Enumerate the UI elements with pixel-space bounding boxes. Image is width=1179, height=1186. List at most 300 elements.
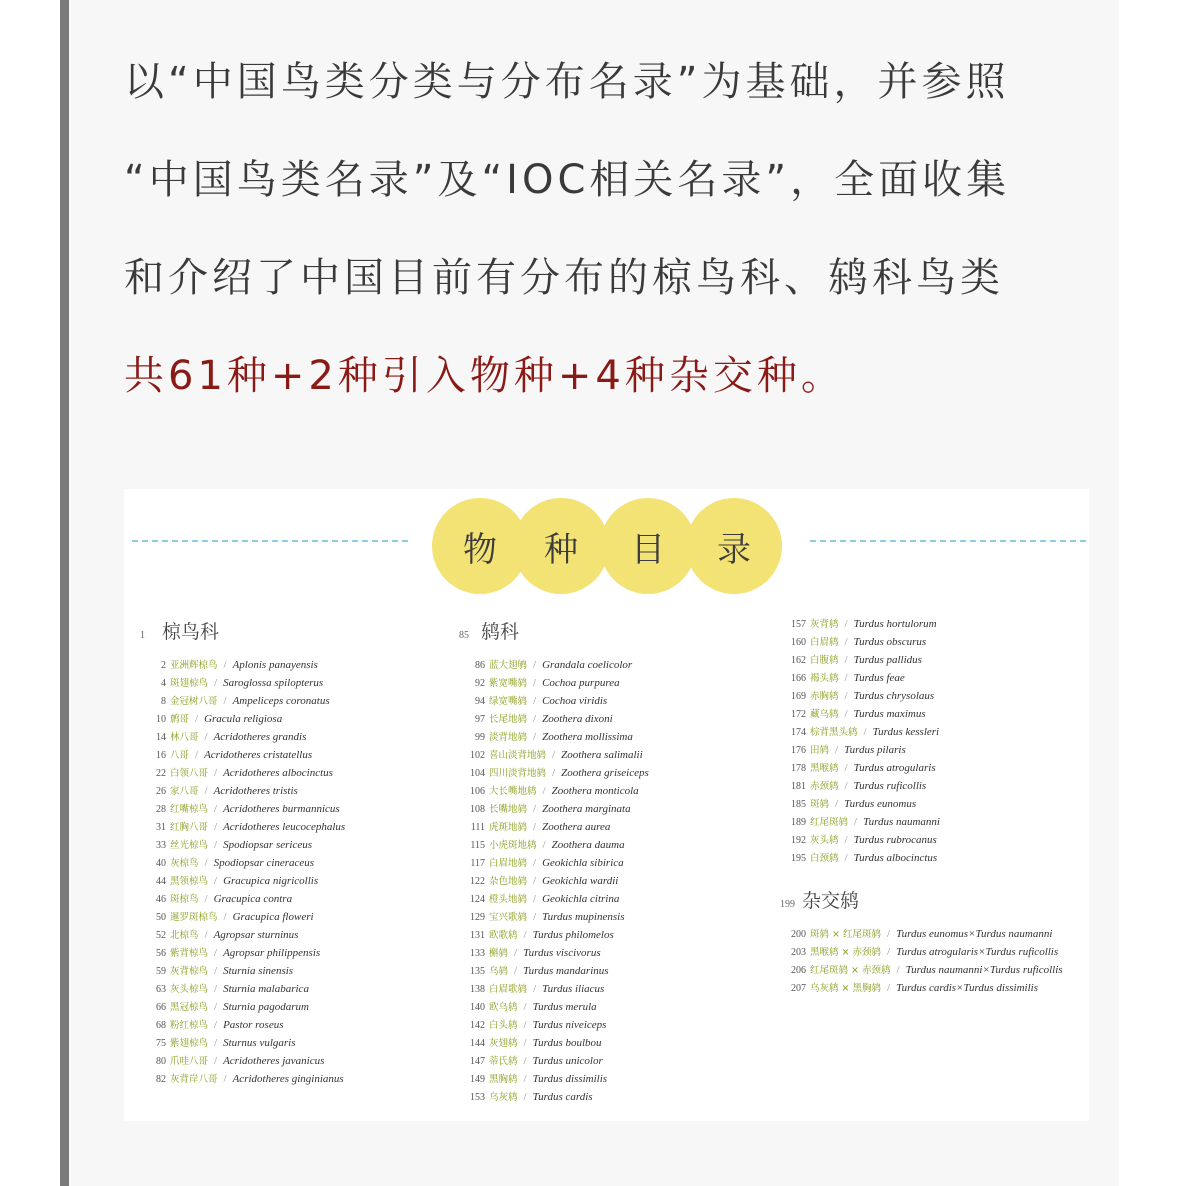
chinese-name: 亚洲辉椋鸟: [170, 660, 218, 671]
separator: /: [835, 744, 839, 756]
page-number: 200: [791, 929, 806, 940]
page-number: 46: [156, 894, 166, 905]
separator: /: [204, 857, 208, 869]
separator: /: [204, 929, 208, 941]
page-number: 174: [791, 727, 806, 738]
title-circle: [513, 498, 609, 594]
index-entry: [780, 944, 1063, 962]
scientific-name: Zoothera dixoni: [542, 713, 613, 725]
family-name: 鸫科: [481, 621, 520, 643]
page-number: 166: [791, 673, 806, 684]
separator: /: [214, 947, 218, 959]
index-entry: [780, 670, 1063, 688]
chinese-name: 白眉鸫: [810, 637, 839, 648]
scientific-name: Acridotheres albocinctus: [223, 767, 333, 779]
page-number: 40: [156, 858, 166, 869]
page-number: 147: [470, 1056, 485, 1067]
scientific-name: Turdus obscurus: [853, 636, 927, 648]
index-entry: [140, 1035, 345, 1053]
separator: /: [214, 965, 218, 977]
intro-line-3: 和介绍了中国目前有分布的椋鸟科、鸫科鸟类: [124, 255, 1004, 301]
chinese-name: 灰背椋鸟: [170, 966, 209, 977]
separator: /: [523, 1037, 527, 1049]
chinese-name: 黑喉鸫: [810, 763, 839, 774]
chinese-name: 紫背椋鸟: [170, 948, 209, 959]
page-number: 133: [470, 948, 485, 959]
page-number: 195: [791, 853, 806, 864]
scientific-name: Turdus atrogularis×Turdus ruficollis: [896, 946, 1059, 958]
chinese-name: 灰椋鸟: [170, 858, 199, 869]
page-number: 56: [156, 948, 166, 959]
chinese-name: 白领八哥: [170, 768, 209, 779]
scientific-name: Turdus hortulorum: [853, 618, 937, 630]
index-entry: [459, 1089, 649, 1107]
separator: /: [523, 1091, 527, 1103]
index-entry: [140, 1053, 345, 1071]
scientific-name: Turdus iliacus: [542, 983, 605, 995]
scientific-name: Cochoa purpurea: [542, 677, 620, 689]
page-number: 28: [156, 804, 166, 815]
separator: /: [223, 695, 227, 707]
page-number: 22: [156, 768, 166, 779]
page-number: 144: [470, 1038, 485, 1049]
index-entry: [459, 927, 649, 945]
chinese-name: 灰头椋鸟: [170, 984, 209, 995]
separator: /: [223, 1073, 227, 1085]
chinese-name: 欧乌鸫: [489, 1002, 518, 1013]
scientific-name: Zoothera griseiceps: [561, 767, 649, 779]
page-number: 206: [791, 965, 806, 976]
page-number: 207: [791, 983, 806, 994]
separator: /: [214, 767, 218, 779]
chinese-name: 斑鸫 × 红尾斑鸫: [810, 929, 881, 940]
separator: /: [844, 654, 848, 666]
chinese-name: 北椋鸟: [170, 930, 199, 941]
page-number: 135: [470, 966, 485, 977]
index-entry: [780, 778, 1063, 796]
chinese-name: 红尾斑鸫 × 赤颈鸫: [810, 965, 891, 976]
index-entry: [780, 688, 1063, 706]
page-number: 160: [791, 637, 806, 648]
page-number: 169: [791, 691, 806, 702]
index-entry: [459, 873, 649, 891]
chinese-name: 黑喉鸫 × 赤颈鸫: [810, 947, 881, 958]
index-entry: [780, 652, 1063, 670]
scientific-name: Turdus philomelos: [532, 929, 614, 941]
index-column-1: [140, 617, 345, 1089]
index-entry: [780, 760, 1063, 778]
chinese-name: 爪哇八哥: [170, 1056, 209, 1067]
intro-line-2: “中国鸟类名录”及“IOC相关名录”，全面收集: [124, 157, 1011, 203]
chinese-name: 杂色地鸫: [489, 876, 528, 887]
scientific-name: Sturnia pagodarum: [223, 1001, 309, 1013]
chinese-name: 绿宽嘴鸫: [489, 696, 528, 707]
index-entry: [780, 962, 1063, 980]
title-circle: [686, 498, 782, 594]
chinese-name: 八哥: [170, 750, 190, 761]
scientific-name: Turdus mandarinus: [523, 965, 609, 977]
chinese-name: 丝光椋鸟: [170, 840, 209, 851]
species-index-image: [124, 489, 1089, 1121]
index-entry: [459, 657, 649, 675]
index-entry: [780, 634, 1063, 652]
chinese-name: 棕背黑头鸫: [810, 727, 858, 738]
separator: /: [844, 780, 848, 792]
scientific-name: Acridotheres tristis: [213, 785, 298, 797]
index-entry: [459, 675, 649, 693]
index-entry: [780, 850, 1063, 868]
index-entry: [140, 729, 345, 747]
index-entry: [459, 765, 649, 783]
page-number: 140: [470, 1002, 485, 1013]
scientific-name: Zoothera salimalii: [561, 749, 643, 761]
page-number: 16: [156, 750, 166, 761]
scientific-name: Acridotheres leucocephalus: [223, 821, 346, 833]
page-number: 122: [470, 876, 485, 887]
chinese-name: 四川淡背地鸫: [489, 768, 547, 779]
scientific-name: Acridotheres grandis: [213, 731, 307, 743]
chinese-name: 蓝大翅鸲: [489, 660, 528, 671]
scientific-name: Turdus niveiceps: [532, 1019, 607, 1031]
scientific-name: Turdus feae: [853, 672, 905, 684]
index-column-3: [780, 616, 1063, 998]
intro-line-1: 以“中国鸟类分类与分布名录”为基础，并参照: [124, 59, 1010, 105]
page-number: 108: [470, 804, 485, 815]
separator: /: [844, 672, 848, 684]
dashed-divider-right: [810, 540, 1086, 542]
spacer: [780, 868, 1063, 886]
index-entry: [459, 783, 649, 801]
scientific-name: Turdus mupinensis: [542, 911, 625, 923]
index-entry: [459, 747, 649, 765]
scientific-name: Turdus pilaris: [844, 744, 906, 756]
scientific-name: Turdus naumanni×Turdus ruficollis: [905, 964, 1063, 976]
chinese-name: 赤颈鸫: [810, 781, 839, 792]
chinese-name: 长嘴地鸫: [489, 804, 528, 815]
index-column-2: [459, 617, 649, 1107]
page-number: 14: [156, 732, 166, 743]
index-entry: [459, 1071, 649, 1089]
chinese-name: 黑领椋鸟: [170, 876, 209, 887]
family-name: 杂交鸫: [802, 890, 860, 912]
separator: /: [223, 659, 227, 671]
separator: /: [195, 749, 199, 761]
scientific-name: Turdus pallidus: [853, 654, 922, 666]
separator: /: [533, 803, 537, 815]
index-entry: [780, 616, 1063, 634]
separator: /: [523, 929, 527, 941]
index-entry: [140, 855, 345, 873]
chinese-name: 红胸八哥: [170, 822, 209, 833]
chinese-name: 长尾地鸫: [489, 714, 528, 725]
page-number: 63: [156, 984, 166, 995]
page-number: 4: [161, 678, 166, 689]
family-page-number: 85: [459, 630, 469, 641]
page-number: 94: [475, 696, 485, 707]
scientific-name: Cochoa viridis: [542, 695, 608, 707]
separator: /: [533, 875, 537, 887]
separator: /: [533, 677, 537, 689]
scientific-name: Turdus merula: [532, 1001, 597, 1013]
title-char: 目: [631, 529, 665, 570]
index-entry: [140, 909, 345, 927]
page-number: 172: [791, 709, 806, 720]
scientific-name: Turdus eunomus: [844, 798, 917, 810]
index-entry: [459, 891, 649, 909]
chinese-name: 家八哥: [170, 786, 199, 797]
index-entry: [459, 711, 649, 729]
dashed-divider-left: [132, 540, 408, 542]
separator: /: [844, 618, 848, 630]
chinese-name: 乌灰鸫 × 黑胸鸫: [810, 983, 881, 994]
separator: /: [844, 834, 848, 846]
chinese-name: 黑冠椋鸟: [170, 1002, 209, 1013]
chinese-name: 灰头鸫: [810, 835, 839, 846]
separator: /: [887, 928, 891, 940]
scientific-name: Turdus eunomus×Turdus naumanni: [896, 928, 1053, 940]
scientific-name: Turdus dissimilis: [532, 1073, 608, 1085]
separator: /: [214, 1019, 218, 1031]
separator: /: [214, 821, 218, 833]
separator: /: [214, 839, 218, 851]
page-number: 52: [156, 930, 166, 941]
page-number: 153: [470, 1092, 485, 1103]
separator: /: [542, 839, 546, 851]
separator: /: [552, 767, 556, 779]
index-entry: [459, 1035, 649, 1053]
index-entry: [780, 832, 1063, 850]
intro-text: [124, 58, 1094, 450]
separator: /: [204, 785, 208, 797]
index-entry: [780, 980, 1063, 998]
page-number: 50: [156, 912, 166, 923]
separator: /: [514, 965, 518, 977]
separator: /: [533, 695, 537, 707]
scientific-name: Agropsar philippensis: [223, 947, 321, 959]
scientific-name: Spodiopsar cineraceus: [213, 857, 315, 869]
family-heading: [140, 617, 345, 647]
scientific-name: Acridotheres cristatellus: [204, 749, 313, 761]
scientific-name: Turdus cardis×Turdus dissimilis: [896, 982, 1038, 994]
index-entry: [780, 706, 1063, 724]
index-entry: [140, 945, 345, 963]
chinese-name: 藏乌鸫: [810, 709, 839, 720]
separator: /: [863, 726, 867, 738]
intro-highlight: 共61种+2种引入物种+4种杂交种。: [124, 353, 845, 399]
index-entry: [140, 783, 345, 801]
title-circle: [600, 498, 696, 594]
separator: /: [887, 982, 891, 994]
separator: /: [835, 798, 839, 810]
page-number: 26: [156, 786, 166, 797]
scientific-name: Sturnia sinensis: [223, 965, 294, 977]
page-number: 8: [161, 696, 166, 707]
index-entry: [459, 999, 649, 1017]
chinese-name: 淡背地鸫: [489, 732, 528, 743]
scientific-name: Sturnia malabarica: [223, 983, 309, 995]
title-char: 录: [717, 529, 751, 570]
chinese-name: 斑翅椋鸟: [170, 678, 209, 689]
scientific-name: Gracupica nigricollis: [223, 875, 319, 887]
index-entry: [140, 747, 345, 765]
page-number: 92: [475, 678, 485, 689]
scientific-name: Acridotheres javanicus: [223, 1055, 325, 1067]
separator: /: [542, 785, 546, 797]
page-number: 68: [156, 1020, 166, 1031]
page-number: 157: [791, 619, 806, 630]
index-entry: [459, 963, 649, 981]
separator: /: [214, 1055, 218, 1067]
chinese-name: 蒂氏鸫: [489, 1056, 518, 1067]
page-number: 129: [470, 912, 485, 923]
index-entry: [459, 729, 649, 747]
separator: /: [533, 911, 537, 923]
separator: /: [533, 857, 537, 869]
family-name: 椋鸟科: [162, 621, 220, 643]
separator: /: [214, 803, 218, 815]
chinese-name: 乌鸫: [489, 966, 509, 977]
index-entry: [140, 963, 345, 981]
chinese-name: 槲鸫: [489, 948, 509, 959]
index-entry: [780, 796, 1063, 814]
separator: /: [223, 911, 227, 923]
scientific-name: Turdus rubrocanus: [853, 834, 937, 846]
separator: /: [214, 875, 218, 887]
chinese-name: 紫翅椋鸟: [170, 1038, 209, 1049]
scientific-name: Turdus viscivorus: [523, 947, 601, 959]
scientific-name: Turdus unicolor: [532, 1055, 603, 1067]
family-page-number: 1: [140, 630, 145, 641]
index-entry: [459, 837, 649, 855]
family-page-number: 199: [780, 899, 795, 910]
scientific-name: Agropsar sturninus: [213, 929, 299, 941]
scientific-name: Geokichla sibirica: [542, 857, 624, 869]
scientific-name: Turdus maximus: [853, 708, 926, 720]
separator: /: [204, 731, 208, 743]
separator: /: [523, 1001, 527, 1013]
page-number: 131: [470, 930, 485, 941]
index-entry: [140, 1071, 345, 1089]
page-number: 75: [156, 1038, 166, 1049]
chinese-name: 虎斑地鸫: [489, 822, 528, 833]
index-entry: [459, 1017, 649, 1035]
page-number: 104: [470, 768, 485, 779]
chinese-name: 大长嘴地鸫: [489, 786, 537, 797]
page-number: 176: [791, 745, 806, 756]
chinese-name: 白腹鸫: [810, 655, 839, 666]
scientific-name: Spodiopsar sericeus: [223, 839, 312, 851]
page-number: 117: [470, 858, 485, 869]
scientific-name: Saroglossa spilopterus: [223, 677, 324, 689]
scientific-name: Zoothera monticola: [551, 785, 639, 797]
scientific-name: Gracula religiosa: [204, 713, 283, 725]
scientific-name: Sturnus vulgaris: [223, 1037, 296, 1049]
scientific-name: Turdus ruficollis: [853, 780, 927, 792]
index-entry: [140, 837, 345, 855]
page-number: 181: [791, 781, 806, 792]
chinese-name: 白眉歌鸫: [489, 984, 528, 995]
scientific-name: Turdus boulbou: [532, 1037, 602, 1049]
page-number: 59: [156, 966, 166, 977]
index-entry: [140, 999, 345, 1017]
chinese-name: 宝兴歌鸫: [489, 912, 528, 923]
scientific-name: Turdus cardis: [532, 1091, 593, 1103]
index-entry: [140, 711, 345, 729]
chinese-name: 白颈鸫: [810, 853, 839, 864]
separator: /: [533, 983, 537, 995]
scientific-name: Geokichla citrina: [542, 893, 620, 905]
page-number: 189: [791, 817, 806, 828]
chinese-name: 黑胸鸫: [489, 1074, 518, 1085]
page-number: 66: [156, 1002, 166, 1013]
page-number: 2: [161, 660, 166, 671]
index-entry: [140, 1017, 345, 1035]
separator: /: [854, 816, 858, 828]
page-number: 115: [470, 840, 485, 851]
page-number: 185: [791, 799, 806, 810]
index-entry: [140, 981, 345, 999]
index-entry: [140, 927, 345, 945]
index-entry: [459, 693, 649, 711]
index-entry: [140, 693, 345, 711]
family-heading: [780, 886, 1063, 916]
page-number: 99: [475, 732, 485, 743]
page-number: 203: [791, 947, 806, 958]
index-entry: [140, 657, 345, 675]
separator: /: [533, 713, 537, 725]
page-number: 149: [470, 1074, 485, 1085]
title-char: 种: [544, 529, 578, 570]
chinese-name: 灰背鸫: [810, 619, 839, 630]
chinese-name: 林八哥: [170, 732, 199, 743]
index-entry: [780, 742, 1063, 760]
separator: /: [214, 677, 218, 689]
chinese-name: 小虎斑地鸫: [489, 840, 537, 851]
separator: /: [533, 893, 537, 905]
chinese-name: 乌灰鸫: [489, 1092, 518, 1103]
chinese-name: 红嘴椋鸟: [170, 804, 209, 815]
separator: /: [844, 708, 848, 720]
chinese-name: 田鸫: [810, 745, 830, 756]
page-number: 80: [156, 1056, 166, 1067]
separator: /: [214, 983, 218, 995]
index-entry: [780, 814, 1063, 832]
page-number: 31: [156, 822, 166, 833]
scientific-name: Turdus atrogularis: [853, 762, 936, 774]
chinese-name: 白眉地鸫: [489, 858, 528, 869]
page-number: 162: [791, 655, 806, 666]
separator: /: [523, 1055, 527, 1067]
index-entry: [140, 801, 345, 819]
separator: /: [844, 690, 848, 702]
separator: /: [523, 1073, 527, 1085]
page-number: 82: [156, 1074, 166, 1085]
scientific-name: Acridotheres burmannicus: [223, 803, 340, 815]
separator: /: [195, 713, 199, 725]
chinese-name: 橙头地鸫: [489, 894, 528, 905]
page-number: 178: [791, 763, 806, 774]
scientific-name: Zoothera mollissima: [542, 731, 633, 743]
chinese-name: 灰背岸八哥: [170, 1074, 218, 1085]
index-entry: [459, 801, 649, 819]
separator: /: [533, 731, 537, 743]
page-number: 33: [156, 840, 166, 851]
chinese-name: 灰翅鸫: [489, 1038, 518, 1049]
chinese-name: 斑椋鸟: [170, 894, 199, 905]
index-entry: [459, 855, 649, 873]
page-number: 106: [470, 786, 485, 797]
index-entry: [140, 675, 345, 693]
